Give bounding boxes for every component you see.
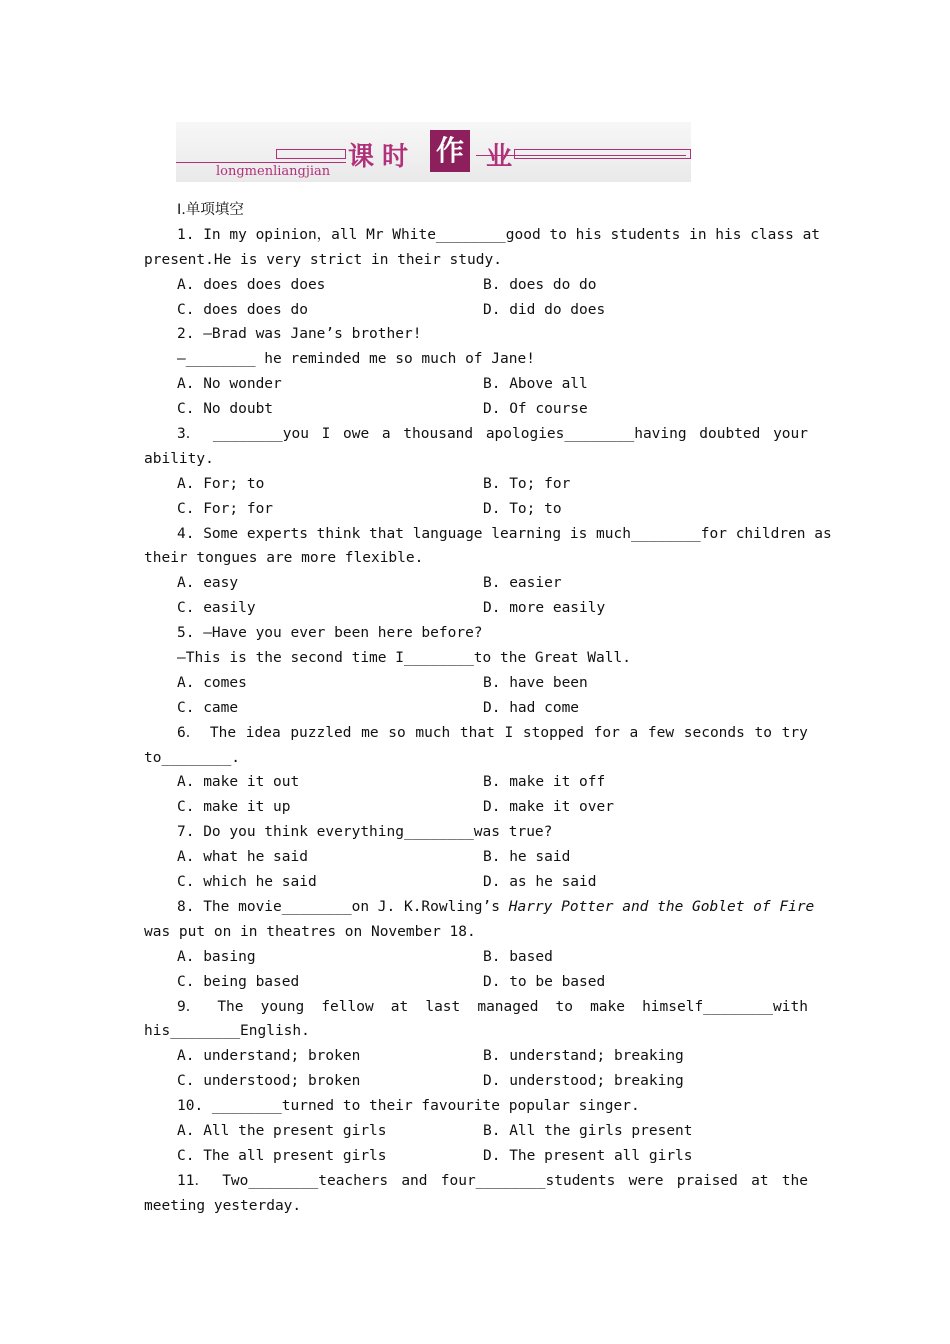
- option-b: B. based: [483, 948, 553, 965]
- option-b: B. understand; breaking: [483, 1048, 684, 1065]
- word: last: [425, 998, 461, 1015]
- word: so: [388, 724, 406, 741]
- word: The: [217, 998, 244, 1015]
- question-9-options-ab: [144, 1044, 808, 1069]
- question-8-options-ab: [144, 945, 808, 970]
- option-d: D. as he said: [483, 874, 597, 891]
- question-1-line-2: present.He is very strict in their study.: [144, 251, 502, 268]
- word: a: [381, 426, 391, 443]
- section-title: Ⅰ.单项填空: [177, 202, 244, 218]
- word: 6．: [177, 724, 201, 741]
- question-9-line-2: his________English.: [144, 1023, 310, 1040]
- option-b: B. he said: [483, 849, 571, 866]
- word: a: [629, 724, 639, 741]
- question-11-line-1: [144, 1169, 808, 1194]
- option-d: D. understood; breaking: [483, 1073, 684, 1090]
- word: to: [555, 998, 573, 1015]
- option-d: D. to be based: [483, 973, 606, 990]
- question-10-options-ab: [144, 1119, 808, 1144]
- word: seconds: [683, 724, 745, 741]
- question-4-options-cd: [144, 596, 808, 621]
- question-8-line-2: was put on in theatres on November 18.: [144, 923, 476, 940]
- word: your: [773, 426, 808, 443]
- option-b: B. To; for: [483, 475, 571, 492]
- option-c: C. No doubt: [177, 401, 274, 418]
- option-b: B. make it off: [483, 774, 606, 791]
- word: 11．: [177, 1172, 209, 1189]
- word: idea: [245, 724, 281, 741]
- option-b: B. Above all: [483, 376, 588, 393]
- banner-frame-right: [514, 149, 691, 159]
- question-6-options-cd: [144, 795, 808, 820]
- question-9-line-1: [144, 995, 808, 1020]
- question-3-options-cd: [144, 497, 808, 522]
- option-d: D. To; to: [483, 500, 562, 517]
- question-5-line-1: 5. —Have you ever been here before?: [177, 625, 483, 642]
- option-a: A. No wonder: [177, 376, 282, 393]
- option-c: C. does does do: [177, 301, 308, 318]
- question-7-options-ab: [144, 845, 808, 870]
- banner-title-char-1: 课: [348, 142, 375, 172]
- question-3-line-2: ability.: [144, 450, 214, 467]
- word: I: [504, 724, 514, 741]
- word: The: [209, 724, 237, 741]
- option-b: B. does do do: [483, 276, 597, 293]
- option-a: A. For; to: [177, 475, 265, 492]
- word: owe: [343, 426, 370, 443]
- word: himself________with: [642, 998, 808, 1015]
- question-1-line-1: 1. In my opinion，all Mr White________good to his students in his class at: [177, 226, 821, 243]
- option-a: A. what he said: [177, 849, 308, 866]
- banner-title-char-highlight: 作: [430, 130, 470, 172]
- option-d: D. more easily: [483, 600, 606, 617]
- question-4-line-1: 4. Some experts think that language learning is much________for children as: [177, 525, 832, 542]
- word: were: [628, 1172, 664, 1189]
- banner-frame-left: [276, 149, 346, 159]
- question-7-options-cd: [144, 870, 808, 895]
- question-10-options-cd: [144, 1144, 808, 1169]
- question-2-line-1: 2. —Brad was Jane’s brother!: [177, 326, 422, 343]
- word: I: [321, 426, 331, 443]
- option-a: A. does does does: [177, 276, 326, 293]
- option-a: A. All the present girls: [177, 1122, 387, 1139]
- option-d: D. Of course: [483, 401, 588, 418]
- exercise-document: [144, 198, 832, 1219]
- question-8-line-1: [144, 895, 815, 920]
- word: to: [754, 724, 772, 741]
- word: puzzled: [290, 724, 352, 741]
- banner-line: [176, 162, 346, 163]
- option-b: B. All the girls present: [483, 1122, 693, 1139]
- option-d: D. make it over: [483, 799, 614, 816]
- word: apologies________having: [485, 426, 687, 443]
- option-d: D. had come: [483, 699, 580, 716]
- word: doubted: [699, 426, 761, 443]
- question-1-options-cd: [144, 298, 808, 323]
- question-4-line-2: their tongues are more flexible.: [144, 550, 424, 567]
- option-a: A. make it out: [177, 774, 300, 791]
- question-8-options-cd: [144, 970, 808, 995]
- word: 3．: [177, 426, 201, 443]
- question-5-options-ab: [144, 671, 808, 696]
- question-6-line-2: to________.: [144, 749, 241, 766]
- word: that: [459, 724, 495, 741]
- option-c: C. make it up: [177, 799, 291, 816]
- book-title: Harry Potter and the Goblet of Fire: [508, 898, 815, 915]
- word: Two________teachers: [222, 1172, 389, 1189]
- word: young: [260, 998, 305, 1015]
- word: fellow: [321, 998, 374, 1015]
- question-2-options-ab: [144, 372, 808, 397]
- banner-title-char-4: 业: [486, 142, 513, 172]
- question-3-options-ab: [144, 472, 808, 497]
- question-2-line-2: —________ he reminded me so much of Jane!: [177, 351, 535, 368]
- question-8-text: 8. The movie________on J. K.Rowling’s: [177, 898, 509, 915]
- question-6-line-1: [144, 721, 808, 746]
- word: 9．: [177, 998, 201, 1015]
- question-4-options-ab: [144, 571, 808, 596]
- word: ________you: [212, 426, 309, 443]
- word: the: [781, 1172, 808, 1189]
- word: at: [390, 998, 409, 1015]
- option-a: A. comes: [177, 674, 247, 691]
- word: managed: [477, 998, 539, 1015]
- option-c: C. came: [177, 699, 239, 716]
- word: try: [781, 724, 808, 741]
- word: praised: [676, 1172, 738, 1189]
- word: few: [647, 724, 675, 741]
- banner-title-char-2: 时: [382, 142, 409, 172]
- option-c: C. which he said: [177, 874, 317, 891]
- question-7-line-1: 7. Do you think everything________was true?: [177, 824, 553, 841]
- question-6-options-ab: [144, 770, 808, 795]
- question-11-line-2: meeting yesterday.: [144, 1197, 302, 1214]
- worksheet-banner: [176, 122, 691, 184]
- option-a: A. basing: [177, 948, 256, 965]
- word: thousand: [403, 426, 474, 443]
- option-c: C. The all present girls: [177, 1147, 387, 1164]
- word: four________students: [440, 1172, 616, 1189]
- banner-subtitle: longmenliangjian: [216, 164, 331, 179]
- question-2-options-cd: [144, 397, 808, 422]
- question-10-line-1: 10. ________turned to their favourite popular singer.: [177, 1098, 640, 1115]
- option-c: C. easily: [177, 600, 256, 617]
- word: me: [361, 724, 379, 741]
- word: stopped: [522, 724, 584, 741]
- option-a: A. understand; broken: [177, 1048, 361, 1065]
- option-b: B. easier: [483, 575, 562, 592]
- option-a: A. easy: [177, 575, 239, 592]
- option-c: C. For; for: [177, 500, 274, 517]
- option-c: C. being based: [177, 973, 300, 990]
- word: at: [751, 1172, 769, 1189]
- question-5-line-2: —This is the second time I________to the Great Wall.: [177, 650, 631, 667]
- word: and: [401, 1172, 428, 1189]
- word: for: [593, 724, 620, 741]
- question-9-options-cd: [144, 1069, 808, 1094]
- option-d: D. The present all girls: [483, 1147, 693, 1164]
- option-b: B. have been: [483, 674, 588, 691]
- question-3-line-1: [144, 422, 808, 447]
- option-c: C. understood; broken: [177, 1073, 361, 1090]
- question-5-options-cd: [144, 696, 808, 721]
- word: make: [590, 998, 625, 1015]
- option-d: D. did do does: [483, 301, 606, 318]
- word: much: [415, 724, 451, 741]
- question-1-options-ab: [144, 273, 808, 298]
